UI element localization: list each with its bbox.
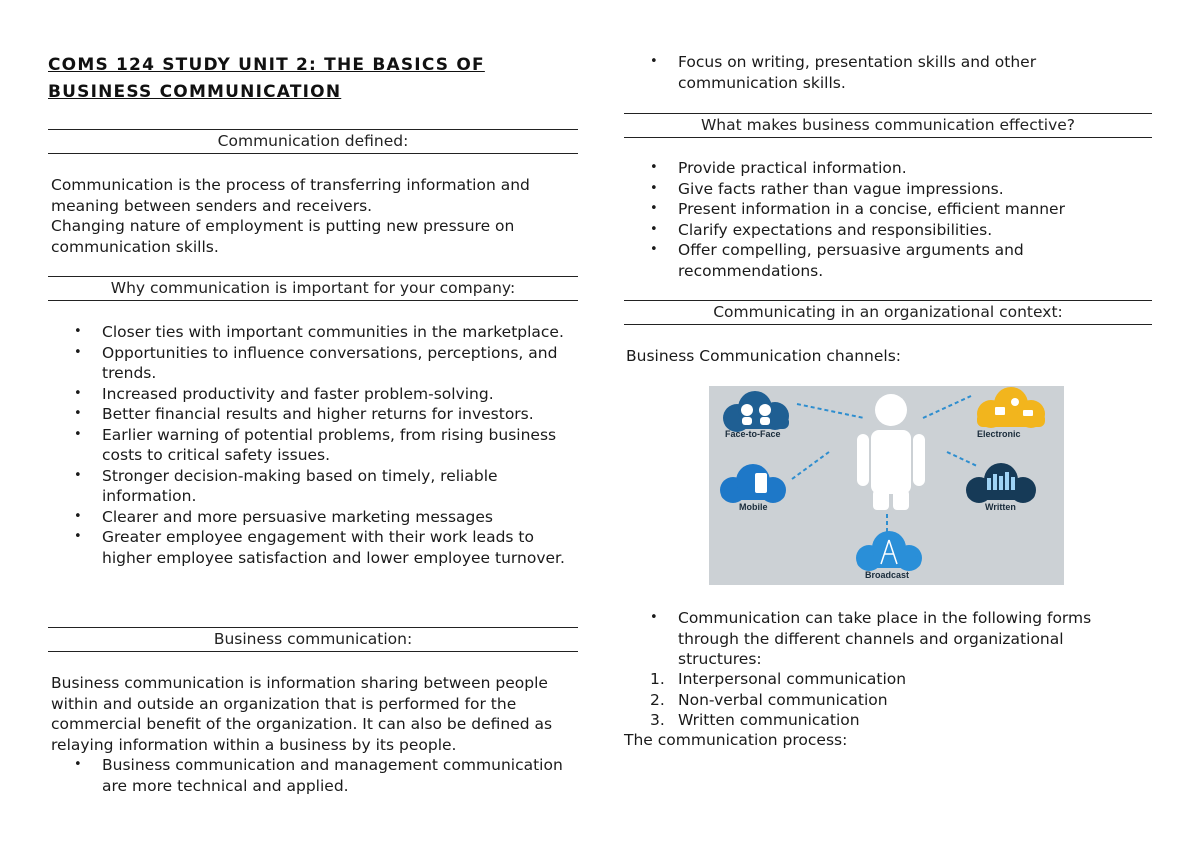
list-item: • Offer compelling, persuasive arguments and recommendations. bbox=[624, 240, 1152, 281]
list-item: • Provide practical information. bbox=[624, 158, 1152, 179]
section-header-business: Business communication: bbox=[48, 627, 578, 652]
process-label: The communication process: bbox=[624, 731, 848, 749]
effective-list bbox=[624, 158, 1152, 281]
list-item: 1. Interpersonal communication bbox=[650, 670, 907, 688]
face-to-face-label: Face-to-Face bbox=[725, 429, 781, 439]
list-item: 3. Written communication bbox=[650, 711, 860, 729]
channels-label: Business Communication channels: bbox=[626, 347, 902, 365]
list-item: • Closer ties with important communities in the marketplace. bbox=[48, 322, 578, 343]
skills-list bbox=[624, 52, 1152, 93]
list-item: • Present information in a concise, efficient manner bbox=[624, 199, 1152, 220]
definition-text bbox=[51, 175, 578, 257]
section-header-importance: Why communication is important for your company: bbox=[48, 276, 578, 301]
phone-icon bbox=[755, 473, 767, 493]
list-item: • Earlier warning of potential problems, from rising business costs to critical safety issues. bbox=[48, 425, 578, 466]
list-item: • Business communication and management communication are more technical and applied. bbox=[48, 755, 578, 796]
list-item: 2. Non-verbal communication bbox=[650, 690, 888, 709]
forms-list bbox=[624, 669, 1152, 731]
list-item: • Communication can take place in the following forms through the different channels and organizational structures: bbox=[624, 608, 1152, 670]
definition-line: Changing nature of employment is putting new pressure on communication skills. bbox=[51, 217, 515, 256]
importance-list bbox=[48, 322, 578, 568]
list-item: • Increased productivity and faster problem-solving. bbox=[48, 384, 578, 405]
list-item: • Better financial results and higher returns for investors. bbox=[48, 404, 578, 425]
section-header-effective: What makes business communication effective? bbox=[624, 113, 1152, 138]
page-title: COMS 124 STUDY UNIT 2: THE BASICS OF BUSINESS COMMUNICATION bbox=[48, 55, 485, 102]
business-list bbox=[48, 755, 578, 796]
business-definition: Business communication is information sharing between people within and outside an organization that is performed for the commercial benefit of the organization. It can also be defined as relaying information within a business by its people. bbox=[51, 674, 553, 754]
forms-intro-list bbox=[624, 608, 1152, 670]
broadcast-label: Broadcast bbox=[865, 570, 910, 580]
channels-diagram bbox=[709, 386, 1064, 585]
definition-line: Communication is the process of transferring information and meaning between senders and receivers. bbox=[51, 176, 530, 215]
list-item: • Give facts rather than vague impressions. bbox=[624, 179, 1152, 200]
section-header-defined: Communication defined: bbox=[48, 129, 578, 154]
list-item: • Greater employee engagement with their work leads to higher employee satisfaction and lower employee turnover. bbox=[48, 527, 578, 568]
list-item: • Stronger decision-making based on timely, reliable information. bbox=[48, 466, 578, 507]
electronic-label: Electronic bbox=[977, 429, 1021, 439]
list-item: • Clearer and more persuasive marketing messages bbox=[48, 507, 578, 528]
list-item: • Focus on writing, presentation skills and other communication skills. bbox=[624, 52, 1152, 93]
mobile-label: Mobile bbox=[739, 502, 768, 512]
written-label: Written bbox=[985, 502, 1016, 512]
list-item: • Clarify expectations and responsibilities. bbox=[624, 220, 1152, 241]
list-item: • Opportunities to influence conversations, perceptions, and trends. bbox=[48, 343, 578, 384]
section-header-context: Communicating in an organizational context: bbox=[624, 300, 1152, 325]
